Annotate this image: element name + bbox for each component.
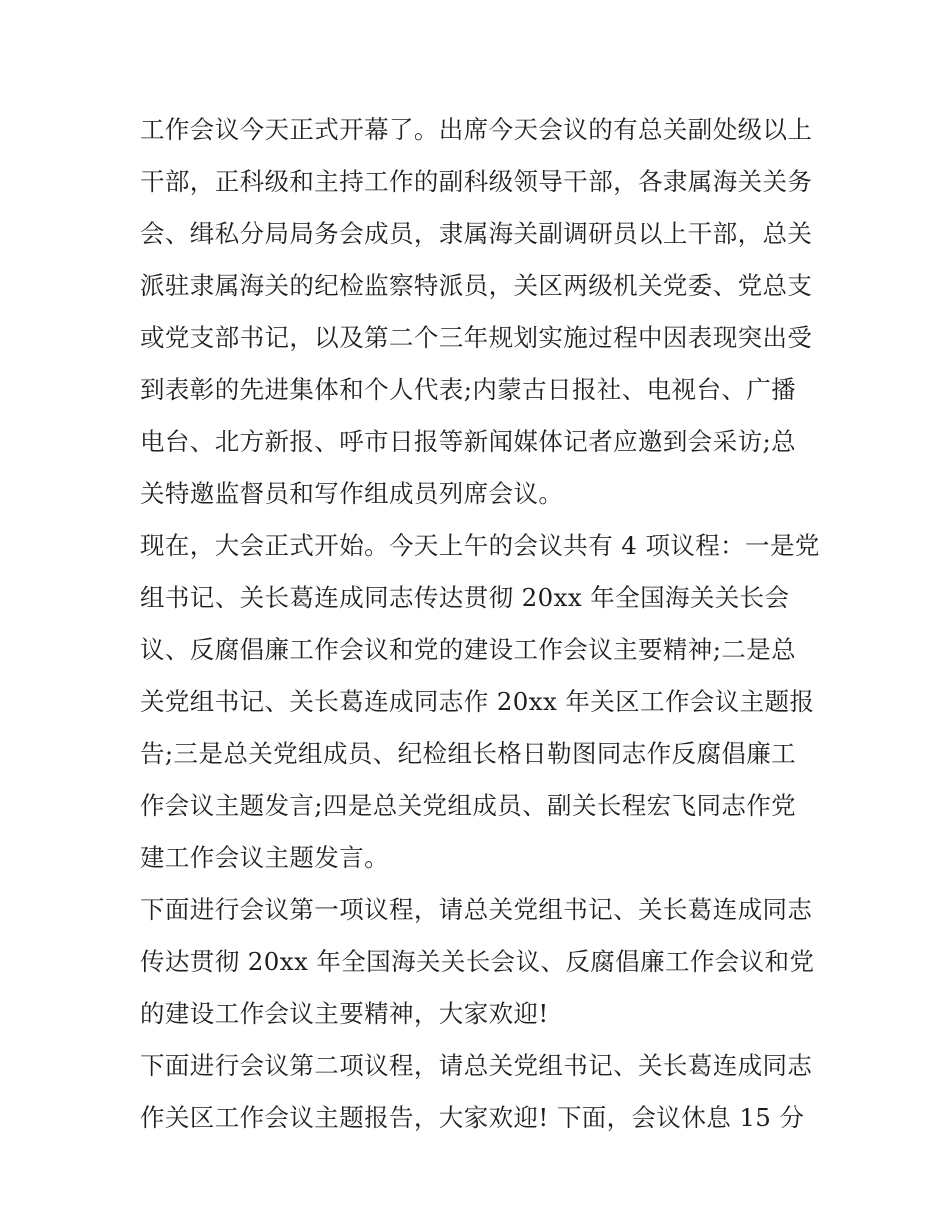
text-line: 派驻隶属海关的纪检监察特派员，关区两级机关党委、党总支 [140, 271, 813, 300]
text-line: 关党组书记、关长葛连成同志作 20xx 年关区工作会议主题报 [140, 687, 815, 716]
text-line: 建工作会议主题发言。 [140, 843, 389, 872]
text-line: 或党支部书记，以及第二个三年规划实施过程中因表现突出受 [140, 323, 813, 352]
text-line: 议、反腐倡廉工作会议和党的建设工作会议主要精神;二是总 [140, 635, 797, 664]
text-line: 告;三是总关党组成员、纪检组长格日勒图同志作反腐倡廉工 [140, 739, 797, 768]
text-line: 干部，正科级和主持工作的副科级领导干部，各隶属海关关务 [140, 167, 813, 196]
text-line: 到表彰的先进集体和个人代表;内蒙古日报社、电视台、广播 [140, 375, 797, 404]
text-line: 电台、北方新报、呼市日报等新闻媒体记者应邀到会采访;总 [140, 427, 797, 456]
text-line: 的建设工作会议主要精神，大家欢迎! [140, 999, 549, 1028]
text-line: 传达贯彻 20xx 年全国海关关长会议、反腐倡廉工作会议和党 [140, 947, 815, 976]
text-line: 工作会议今天正式开幕了。出席今天会议的有总关副处级以上 [140, 115, 813, 144]
text-line: 现在，大会正式开始。今天上午的会议共有 4 项议程：一是党 [140, 531, 820, 560]
text-line: 作关区工作会议主题报告，大家欢迎! 下面，会议休息 15 分 [140, 1103, 805, 1132]
text-line: 作会议主题发言;四是总关党组成员、副关长程宏飞同志作党 [140, 791, 797, 820]
text-line: 关特邀监督员和写作组成员列席会议。 [140, 479, 564, 508]
text-line: 下面进行会议第二项议程，请总关党组书记、关长葛连成同志 [140, 1051, 813, 1080]
document-body [140, 104, 820, 1144]
text-line: 会、缉私分局局务会成员，隶属海关副调研员以上干部，总关 [140, 219, 813, 248]
text-line: 下面进行会议第一项议程，请总关党组书记、关长葛连成同志 [140, 895, 813, 924]
text-line: 组书记、关长葛连成同志传达贯彻 20xx 年全国海关关长会 [140, 583, 790, 612]
